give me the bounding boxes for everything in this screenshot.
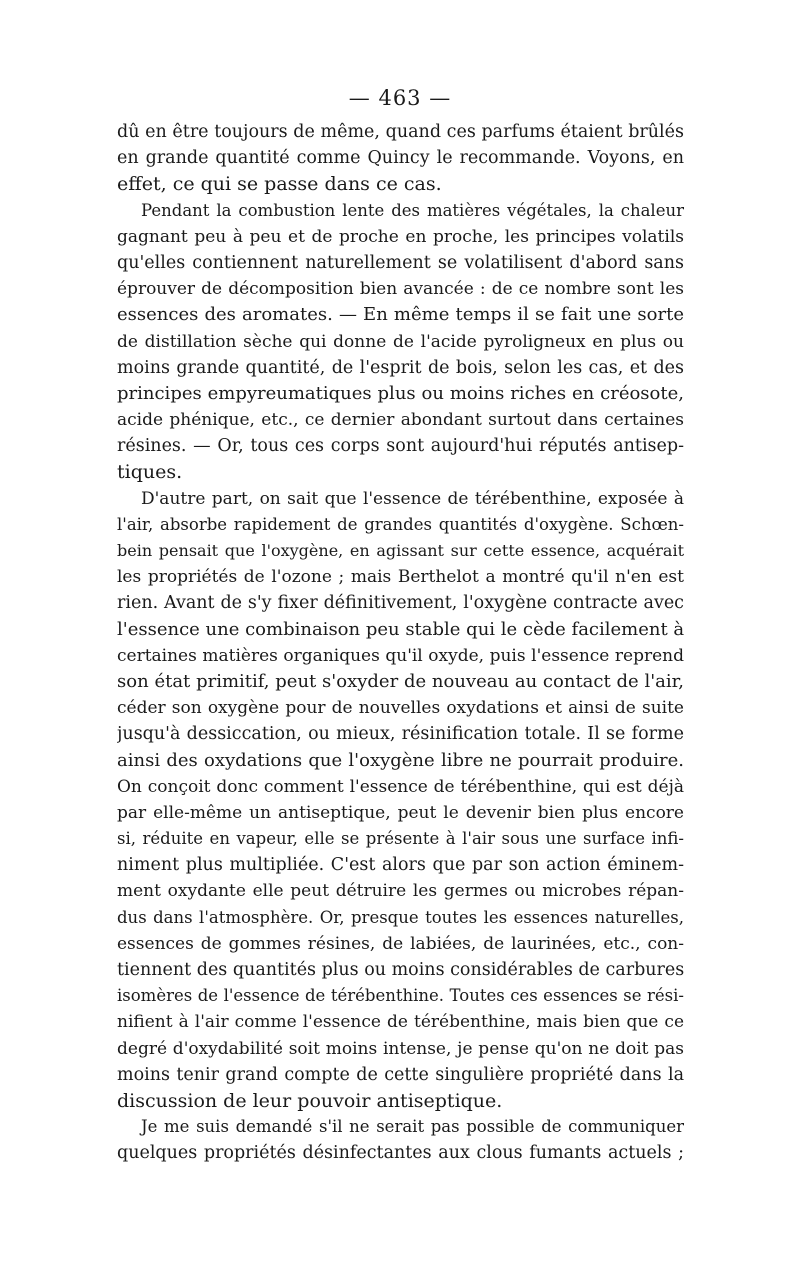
text-line: bein pensait que l'oxygène, en agissant sur cette essence, acquérait <box>117 541 684 560</box>
text-line: tiennent des quantités plus ou moins considérables de carbures <box>117 960 684 980</box>
text-line: éprouver de décomposition bien avancée : de ce nombre sont les <box>117 279 684 300</box>
text-line: effet, ce qui se passe dans ce cas. <box>117 173 442 196</box>
text-line: niment plus multipliée. C'est alors que par son action éminem- <box>117 855 684 876</box>
text-line: qu'elles contiennent naturellement se volatilisent d'abord sans <box>117 252 684 273</box>
text-line: degré d'oxydabilité soit moins intense, je pense qu'on ne doit pas <box>117 1038 684 1059</box>
text-line: principes empyreumatiques plus ou moins riches en créosote, <box>117 382 684 404</box>
text-line: moins tenir grand compte de cette singulière propriété dans la <box>117 1064 684 1085</box>
text-line: l'air, absorbe rapidement de grandes quantités d'oxygène. Schœn- <box>117 514 684 534</box>
text-line: gagnant peu à peu et de proche en proche, les principes volatils <box>117 226 684 247</box>
paragraph-first-line: D'autre part, on sait que l'essence de térébenthine, exposée à <box>141 488 684 509</box>
text-line: nifient à l'air comme l'essence de térébenthine, mais bien que ce <box>117 1012 684 1033</box>
text-line: moins grande quantité, de l'esprit de bois, selon les cas, et des <box>117 357 684 378</box>
body-text <box>117 119 684 1167</box>
text-line: par elle-même un antiseptique, peut le devenir bien plus encore <box>117 802 684 823</box>
text-line: résines. — Or, tous ces corps sont aujourd'hui réputés antisep- <box>117 436 684 457</box>
text-line: essences des aromates. — En même temps il se fait une sorte <box>117 304 684 326</box>
text-line: si, réduite en vapeur, elle se présente à l'air sous une surface infi- <box>117 829 684 849</box>
text-line: isomères de l'essence de térébenthine. Toutes ces essences se rési- <box>117 986 684 1006</box>
text-line: tiques. <box>117 461 183 484</box>
text-line: ment oxydante elle peut détruire les germes ou microbes répan- <box>117 881 684 902</box>
text-line: quelques propriétés désinfectantes aux clous fumants actuels ; <box>117 1143 684 1164</box>
paragraph-first-line: Pendant la combustion lente des matières végétales, la chaleur <box>141 200 684 220</box>
text-line: son état primitif, peut s'oxyder de nouveau au contact de l'air, <box>117 670 684 692</box>
text-line: l'essence une combinaison peu stable qui le cède facilement à <box>117 618 684 640</box>
text-line: jusqu'à dessiccation, ou mieux, résinification totale. Il se forme <box>117 724 684 745</box>
text-line: On conçoit donc comment l'essence de térébenthine, qui est déjà <box>117 776 684 797</box>
paragraph-first-line: Je me suis demandé s'il ne serait pas possible de communiquer <box>141 1117 684 1137</box>
text-line: acide phénique, etc., ce dernier abondant surtout dans certaines <box>117 410 684 431</box>
text-line: certaines matières organiques qu'il oxyde, puis l'essence reprend <box>117 645 684 666</box>
text-line: ainsi des oxydations que l'oxygène libre ne pourrait produire. <box>117 749 684 771</box>
text-line: essences de gommes résines, de labiées, de laurinées, etc., con- <box>117 933 684 954</box>
page-number: — 463 — <box>348 86 452 110</box>
text-line: de distillation sèche qui donne de l'acide pyroligneux en plus ou <box>117 331 684 352</box>
text-line: céder son oxygène pour de nouvelles oxydations et ainsi de suite <box>117 698 684 719</box>
text-line: les propriétés de l'ozone ; mais Berthelot a montré qu'il n'en est <box>117 567 684 588</box>
text-line: en grande quantité comme Quincy le recommande. Voyons, en <box>117 148 684 169</box>
text-line: rien. Avant de s'y fixer définitivement, l'oxygène contracte avec <box>117 593 684 614</box>
text-line: dû en être toujours de même, quand ces parfums étaient brûlés <box>117 122 684 142</box>
text-line: dus dans l'atmosphère. Or, presque toutes les essences naturelles, <box>117 907 684 927</box>
text-line: discussion de leur pouvoir antiseptique. <box>117 1089 503 1112</box>
